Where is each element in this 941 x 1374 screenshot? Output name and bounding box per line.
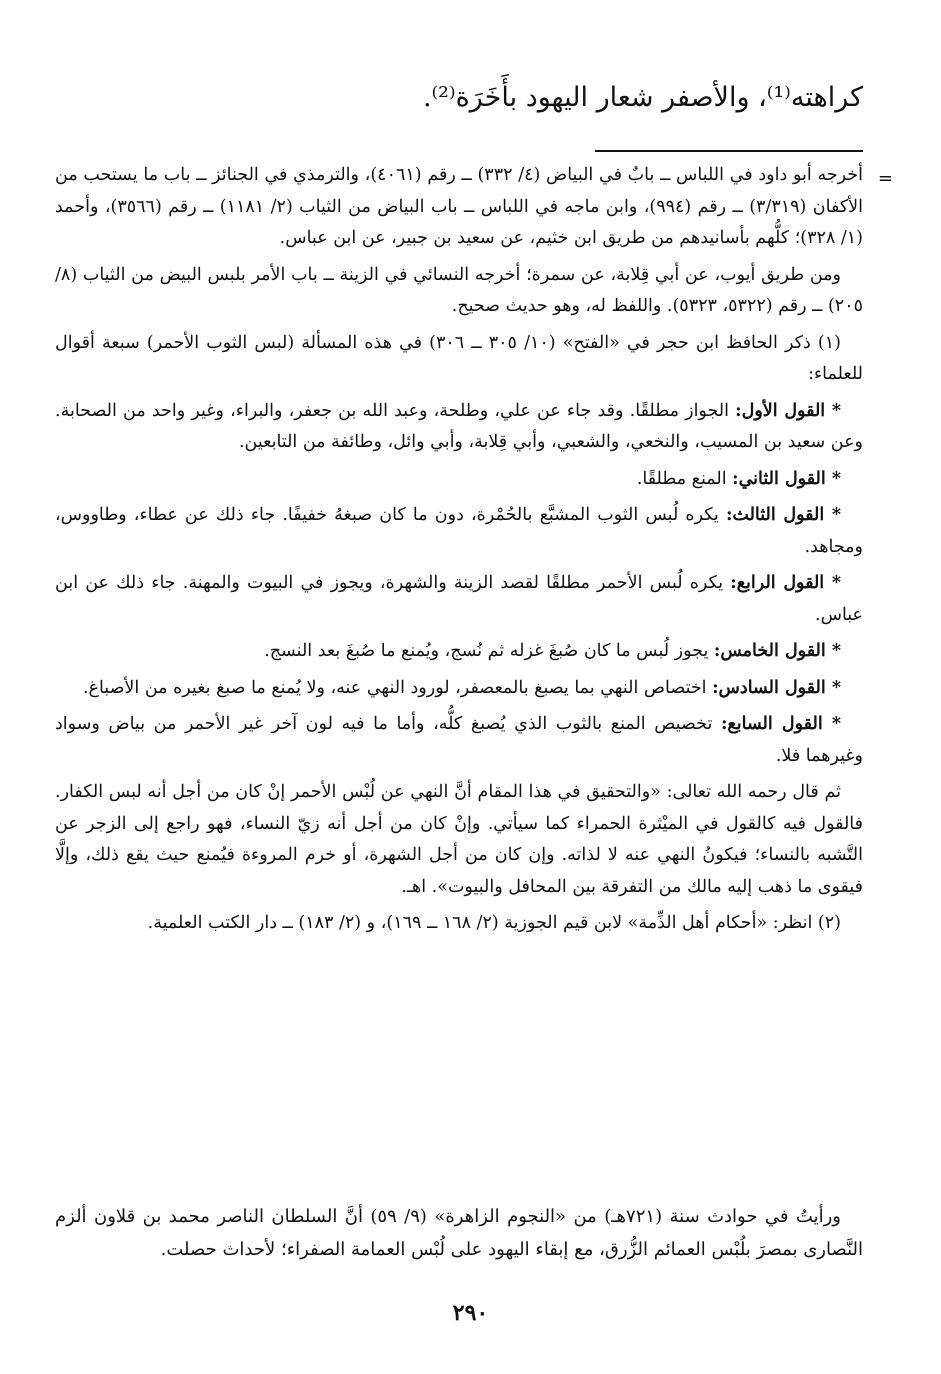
continuation-marker: = bbox=[877, 168, 893, 189]
opinion-label: * القول الثاني: bbox=[732, 468, 841, 489]
opinion-label: * القول السادس: bbox=[712, 677, 841, 698]
footnote-divider bbox=[595, 150, 863, 152]
opinion-item: * القول الخامس: يجوز لُبس ما كان صُبغَ غزله ثم نُسج، ويُمنع ما صُبغَ بعد النسج. bbox=[264, 641, 841, 661]
opinion-item: * القول الثالث: يكره لُبس الثوب المشبَّع بالحُمْرة، دون ما كان صبغهُ خفيفًا. جاء ذلك عن عطاء، وطاووس، ومجاهد. bbox=[55, 505, 863, 557]
opinion-item: * القول الرابع: يكره لُبس الأحمر مطلقًا لقصد الزينة والشهرة، ويجوز في البيوت والمهنة. جاء ذلك عن ابن عباس. bbox=[55, 573, 863, 625]
footnotes-section bbox=[55, 160, 863, 945]
body-paragraph-text: ورأيتُ في حوادث سنة (٧٢١هـ) من «النجوم الزاهرة» (٩/ ٥٩) أنَّ السلطان الناصر محمد بن قلاون ألزم النَّصارى بمصرَ بلُبْس العمائم الزُّرق، مع إبقاء اليهود على لُبْس العمامة الصفراء؛ لأحداث حصلت. bbox=[55, 1206, 863, 1260]
opinion-label: * القول الأول: bbox=[735, 400, 841, 421]
body-paragraph bbox=[55, 1200, 863, 1266]
opinion-label: * القول الخامس: bbox=[713, 641, 841, 661]
page-number: ٢٩٠ bbox=[452, 1300, 489, 1326]
opinion-item: * القول الأول: الجواز مطلقًا. وقد جاء عن علي، وطلحة، وعبد الله بن جعفر، والبراء، وغير واحد من الصحابة. وعن سعيد بن المسيب، والنخعي، والشعبي، وأبي قِلابة، وأبي وائل، وطائفة من التابعين. bbox=[55, 400, 863, 452]
footnote-paragraph: ثم قال رحمه الله تعالى: «والتحقيق في هذا المقام أنَّ النهي عن لُبْس الأحمر إنْ كان من أجل أنه لبس الكفار. فالقول فيه كالقول في الميْثرة الحمراء كما سيأتي. وإنْ كان من أجل أنه زيّ النساء، فهو راجع إلى الزجر عن التَّشبه بالنساء؛ فيكونُ النهي عنه لا لذاته. وإن كان من أجل الشهرة، أو خرم المروءة فيُمنع حيث يقع ذلك، وإلَّا فيقوى ما ذهب إليه مالك من التفرقة بين المحافل والبيوت». اهـ. bbox=[55, 782, 863, 897]
opinion-label: * القول الثالث: bbox=[725, 505, 842, 525]
footnote-paragraph: أخرجه أبو داود في اللباس ــ بابٌ في البياض (٤/ ٣٣٢) ــ رقم (٤٠٦١)، والترمذي في الجنائز ــ باب ما يستحب من الأكفان (٣/٣١٩) ــ رقم (٩٩٤)، وابن ماجه في اللباس ــ باب البياض من الثياب (٢/ ١١٨١) ــ رقم (٣٥٦٦)، وأحمد (١/ ٣٢٨)؛ كلُّهم بأسانيدهم من طريق ابن خثيم، عن سعيد بن جبير، عن ابن عباس. bbox=[55, 165, 864, 248]
opinion-item: * القول السادس: اختصاص النهي بما يصبغ بالمعصفر، لورود النهي عنه، ولا يُمنع ما صبغ بغيره من الأصباغ. bbox=[82, 677, 841, 698]
footnote-2-heading: (١) ذكر الحافظ ابن حجر في «الفتح» (١٠/ ٣٠٥ ــ ٣٠٦) في هذه المسألة (لبس الثوب الأحمر) سبعة أقوال للعلماء: bbox=[55, 332, 863, 384]
opinion-item: * القول الثاني: المنع مطلقًا. bbox=[636, 468, 841, 489]
opinion-label: * القول الرابع: bbox=[730, 573, 842, 593]
opinion-item: * القول السابع: تخصيص المنع بالثوب الذي يُصبغ كلُّه، وأما ما فيه لون آخر غير الأحمر من بياض وسواد وغيرهما فلا. bbox=[55, 714, 863, 766]
main-text-line: كراهته⁽¹⁾، والأصفر شعار اليهود بأَخَرَة⁽²⁾. bbox=[422, 82, 863, 113]
footnote-3-reference: (٢) انظر: «أحكام أهل الذِّمة» لابن قيم الجوزية (٢/ ١٦٨ ــ ١٦٩)، و (٢/ ١٨٣) ــ دار الكتب العلمية. bbox=[147, 913, 841, 933]
opinion-label: * القول السابع: bbox=[720, 714, 841, 734]
footnote-paragraph: ومن طريق أيوب، عن أبي قِلابة، عن سمرة؛ أخرجه النسائي في الزينة ــ باب الأمر بلبس البيض من الثياب (٨/ ٢٠٥) ــ رقم (٥٣٢٢، ٥٣٢٣). واللفظ له، وهو حديث صحيح. bbox=[55, 264, 863, 316]
